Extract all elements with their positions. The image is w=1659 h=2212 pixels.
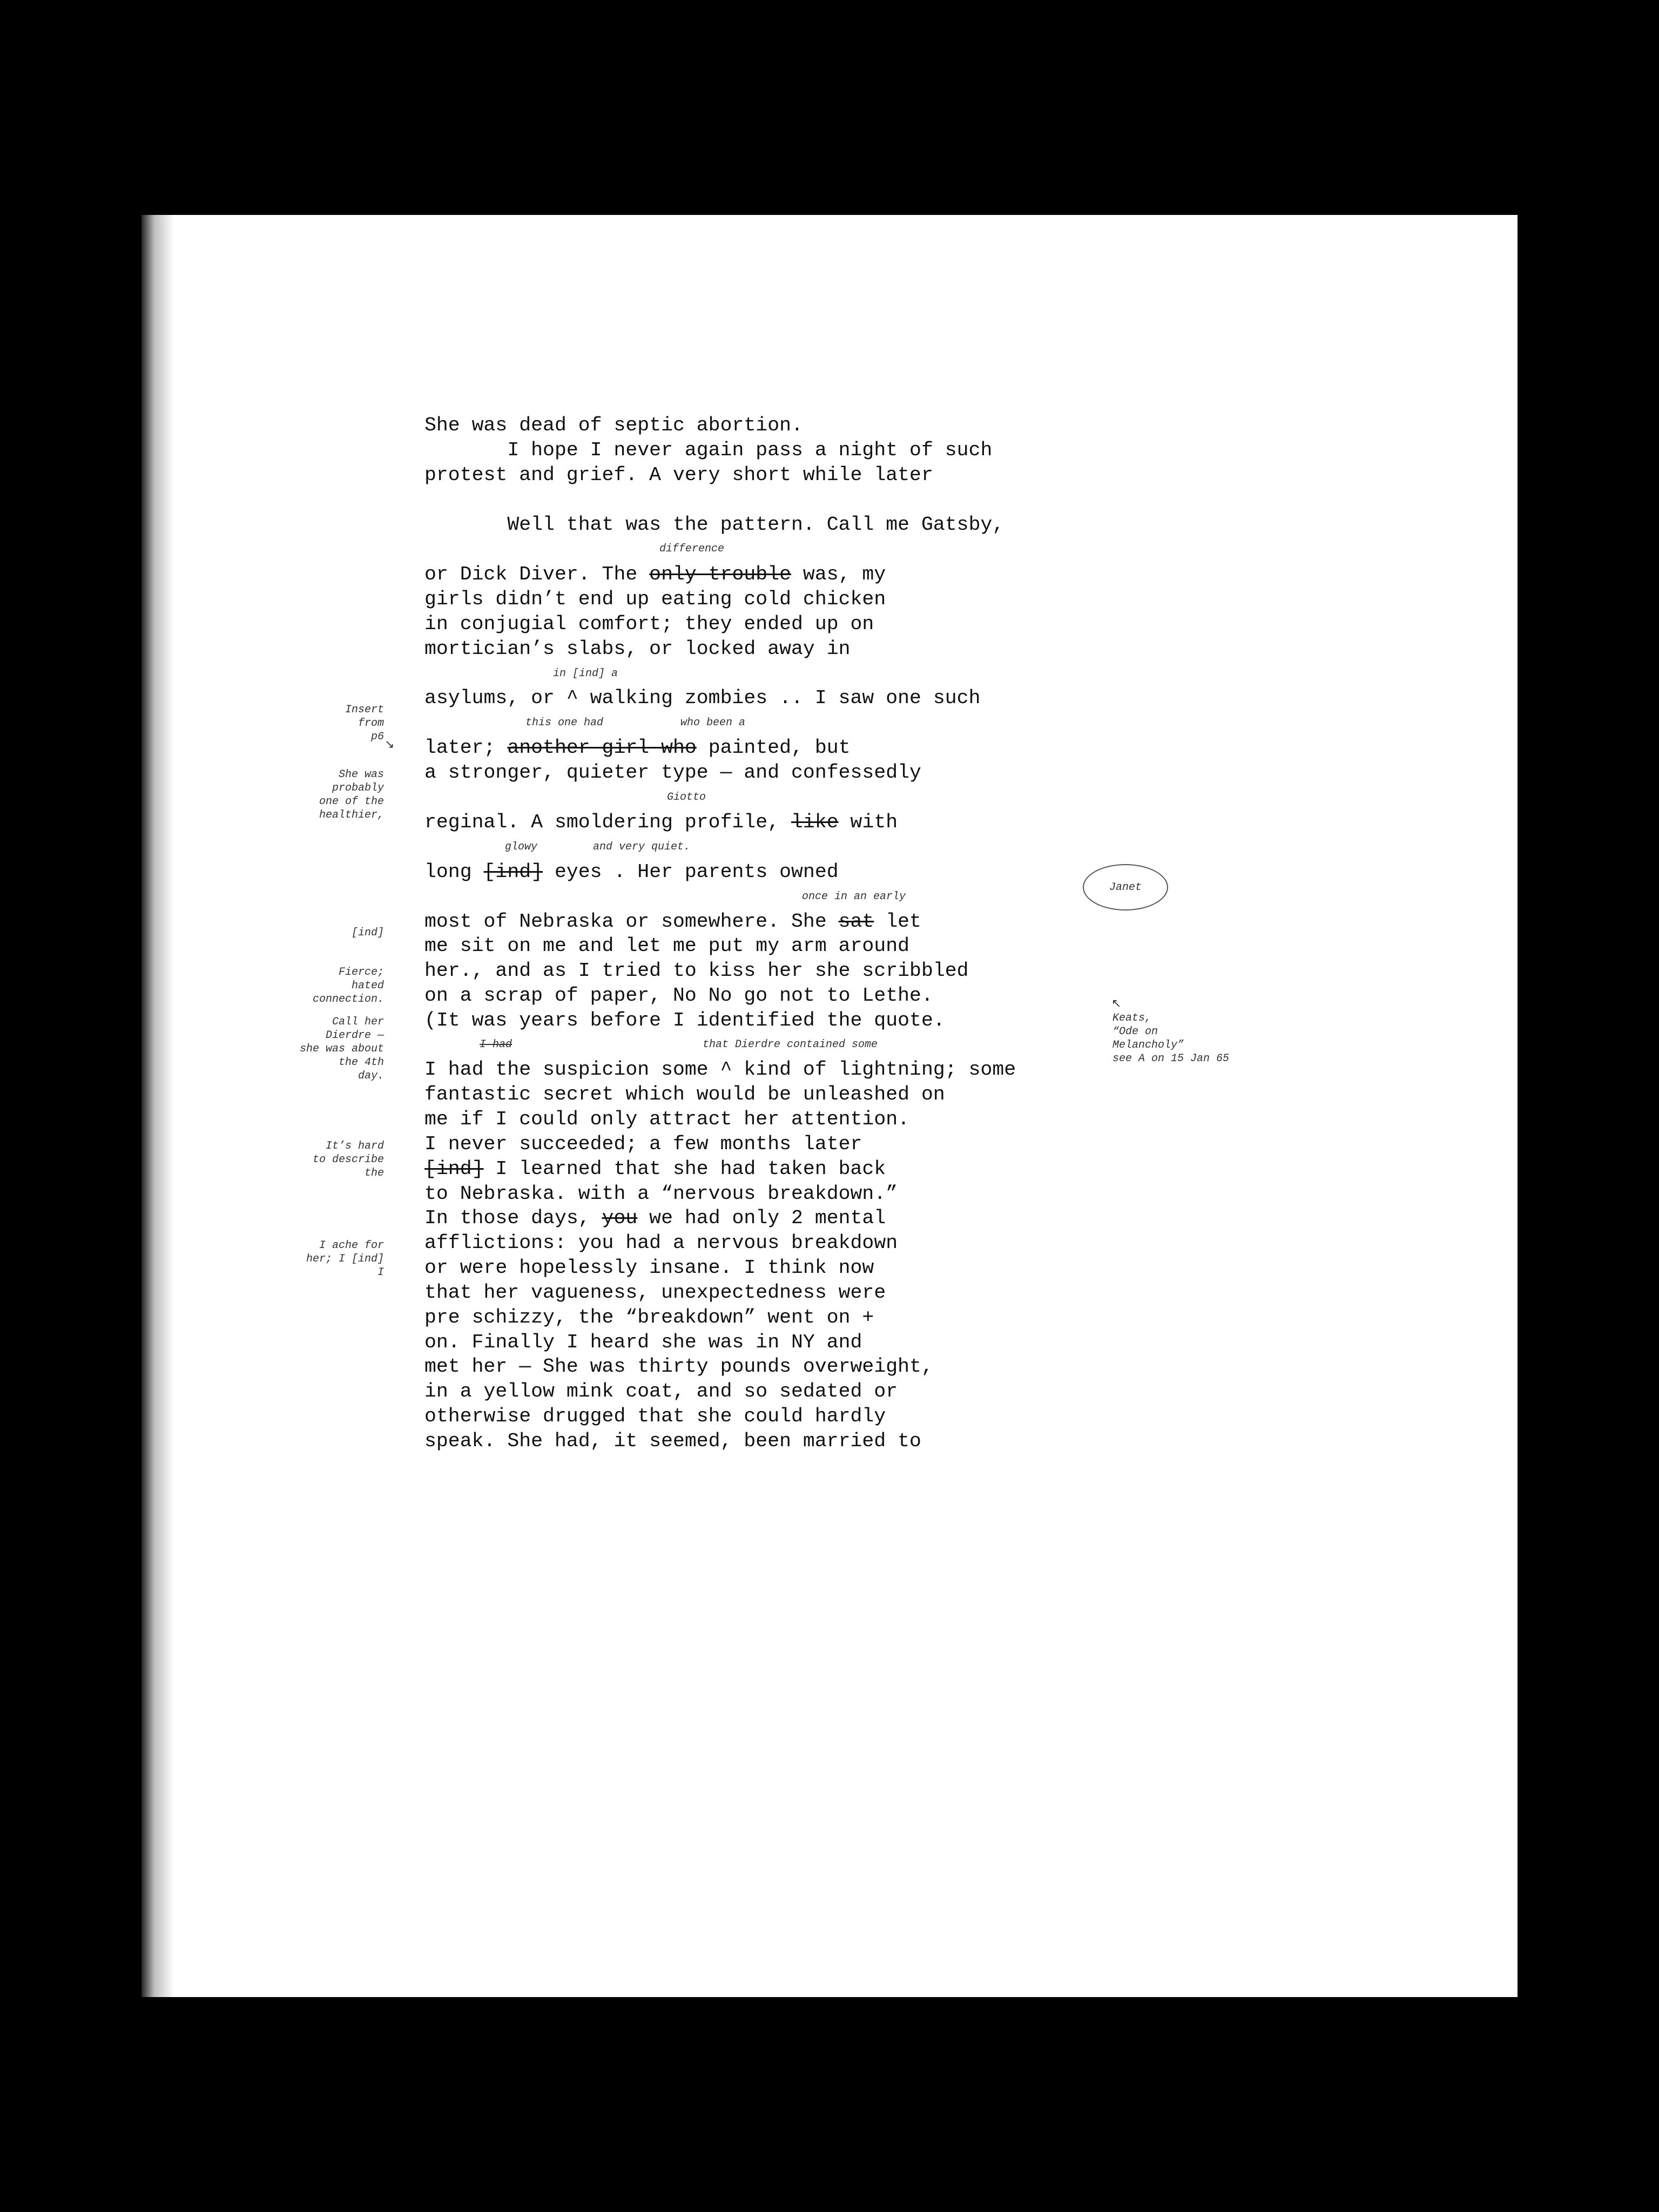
text-segment: I learned that she had taken back: [483, 1158, 886, 1180]
text-line: afflictions: you had a nervous breakdown: [424, 1232, 898, 1254]
text-line: her., and as I tried to kiss her she scribbled: [424, 960, 969, 982]
note-line: I: [377, 1266, 384, 1279]
note-line: p6: [370, 731, 384, 743]
arrow-nw-icon: ↖: [1111, 997, 1122, 1010]
text-segment: painted, but: [696, 737, 851, 759]
note-line: Call her: [332, 1016, 384, 1028]
note-line: healthier,: [319, 809, 384, 821]
insertion: once in an early: [802, 891, 906, 903]
text-segment: let: [874, 911, 921, 933]
insertion: this one had: [525, 717, 604, 729]
text-line: [424, 1158, 886, 1180]
insertion: that Dierdre contained some: [703, 1038, 878, 1051]
text-line: mortician’s slabs, or locked away in: [424, 638, 851, 660]
text-line: met her — She was thirty pounds overweight,: [424, 1355, 933, 1378]
note-line: “Ode on: [1112, 1026, 1158, 1038]
text-segment: In those days,: [424, 1207, 602, 1229]
note-line: It’s hard: [325, 1140, 384, 1152]
text-line: in a yellow mink coat, and so sedated or: [424, 1380, 898, 1402]
text-line: [424, 1208, 886, 1229]
insertion: difference: [659, 543, 725, 555]
note-line: Dierdre —: [325, 1029, 384, 1042]
struck-insertion: I had: [480, 1038, 512, 1051]
note-line: see A on 15 Jan 65: [1112, 1053, 1230, 1065]
struck-text: like: [791, 811, 839, 833]
text-line: speak. She had, it seemed, been married to: [424, 1430, 921, 1452]
note-line: Melancholy”: [1112, 1039, 1184, 1051]
text-segment: or Dick Diver. The: [424, 563, 650, 585]
text-line: on. Finally I heard she was in NY and: [424, 1331, 862, 1353]
text-line: [424, 564, 886, 585]
circled-note: [1083, 864, 1168, 911]
text-line: Well that was the pattern. Call me Gatsby,: [424, 514, 1004, 536]
struck-text: [ind]: [483, 861, 543, 883]
note-line: She was: [338, 768, 384, 781]
text-line: I never succeeded; a few months later: [424, 1133, 862, 1155]
text-line: She was dead of septic abortion.: [424, 414, 803, 436]
note-line: the: [364, 1167, 384, 1179]
text-segment: reginal. A smoldering profile,: [424, 811, 792, 833]
note-line: Fierce;: [338, 966, 384, 979]
note-line: hated: [351, 980, 384, 992]
text-line: (It was years before I identified the quote.: [424, 1009, 945, 1031]
text-line: a stronger, quieter type — and confessedly: [424, 761, 921, 784]
text-line: [424, 911, 921, 933]
margin-note-hard-to-describe: [313, 1139, 384, 1180]
text-line: girls didn’t end up eating cold chicken: [424, 588, 886, 610]
margin-note-probably: [319, 768, 384, 822]
text-line: otherwise drugged that she could hardly: [424, 1405, 886, 1427]
insertion: [480, 1038, 512, 1051]
margin-note-insert-from: [345, 703, 384, 744]
text-line: on a scrap of paper, No No go not to Lethe.: [424, 984, 933, 1007]
text-line: or were hopelessly insane. I think now: [424, 1257, 874, 1279]
note-line: Keats,: [1112, 1012, 1152, 1024]
note-line: connection.: [312, 993, 384, 1006]
margin-note-i-ache: [306, 1239, 384, 1279]
margin-note-call-her: [300, 1015, 384, 1083]
text-segment: later;: [424, 737, 508, 759]
text-segment: with: [838, 811, 898, 833]
note-line: to describe: [312, 1154, 384, 1166]
note-line: from: [358, 717, 384, 730]
note-line: her; I [ind]: [306, 1253, 384, 1265]
note-line: [ind]: [351, 927, 384, 939]
text-line: protest and grief. A very short while later: [424, 464, 933, 486]
circled-note-text: Janet: [1109, 881, 1142, 894]
text-line: [424, 737, 851, 759]
text-line: me sit on me and let me put my arm around: [424, 935, 910, 957]
note-line: she was about: [299, 1043, 384, 1055]
text-line: fantastic secret which would be unleashed on: [424, 1083, 945, 1105]
text-line: pre schizzy, the “breakdown” went on +: [424, 1306, 874, 1328]
note-line: Insert: [345, 704, 384, 716]
struck-text: only trouble: [649, 563, 792, 585]
text-segment: was, my: [791, 563, 886, 585]
margin-note-keats: [1112, 1011, 1229, 1065]
insertion: in [ind] a: [553, 667, 618, 680]
text-segment: we had only 2 mental: [637, 1207, 886, 1229]
page-edge-shadow: [141, 215, 174, 1997]
struck-text: you: [602, 1207, 638, 1229]
text-segment: most of Nebraska or somewhere. She: [424, 911, 839, 933]
text-line: that her vagueness, unexpectedness were: [424, 1282, 886, 1304]
text-line: [424, 861, 839, 883]
note-line: day.: [358, 1070, 384, 1082]
note-line: the 4th: [338, 1056, 384, 1069]
text-line: [424, 812, 898, 833]
insertion: Giotto: [667, 791, 706, 804]
text-line: me if I could only attract her attention.: [424, 1108, 910, 1130]
arrow-se-icon: ↘: [385, 738, 395, 751]
text-line: in conjugial comfort; they ended up on: [424, 613, 874, 635]
text-line: I had the suspicion some ^ kind of lightning; some: [424, 1058, 1016, 1081]
insertion: glowy: [505, 841, 538, 853]
note-line: probably: [332, 782, 384, 794]
margin-note-ind: [352, 926, 384, 940]
text-line: asylums, or ^ walking zombies .. I saw one such: [424, 687, 981, 709]
text-segment: eyes . Her parents owned: [543, 861, 839, 883]
note-line: I ache for: [319, 1239, 384, 1252]
text-line: I hope I never again pass a night of such: [424, 439, 993, 461]
struck-text: sat: [838, 911, 874, 933]
margin-note-fierce: [313, 966, 384, 1006]
struck-text: another girl who: [507, 737, 697, 759]
insertion: who been a: [680, 717, 746, 729]
insertion: and very quiet.: [593, 841, 691, 853]
text-segment: long: [424, 861, 484, 883]
struck-text: [ind]: [424, 1158, 484, 1180]
note-line: one of the: [319, 795, 384, 808]
text-line: to Nebraska. with a “nervous breakdown.”: [424, 1183, 898, 1205]
